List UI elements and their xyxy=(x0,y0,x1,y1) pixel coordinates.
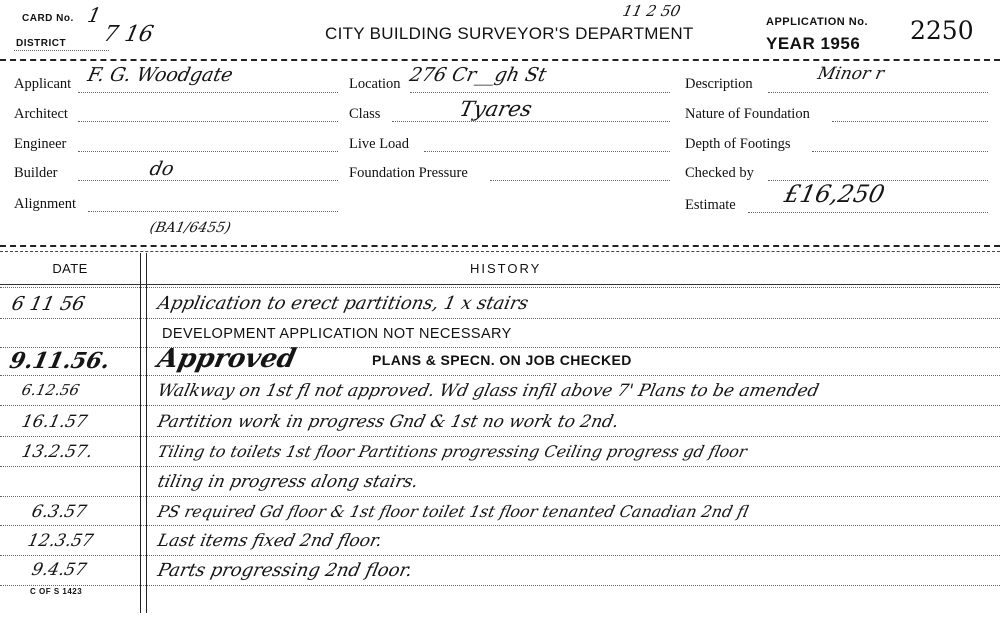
class-line xyxy=(392,121,670,122)
history-entry: Parts progressing 2nd floor. xyxy=(155,560,415,581)
location-line xyxy=(410,92,670,93)
card-no-value: 1 xyxy=(85,3,104,27)
history-header-rule xyxy=(0,284,1000,285)
history-entry: Approved xyxy=(154,344,299,374)
history-divider-2 xyxy=(0,251,1000,252)
row-line xyxy=(0,525,1000,526)
year-label: YEAR 1956 xyxy=(766,34,861,53)
form-code: C OF S 1423 xyxy=(30,587,83,596)
engineer-label: Engineer xyxy=(14,136,67,152)
district-label: DISTRICT xyxy=(16,38,67,49)
builder-label: Builder xyxy=(14,165,58,181)
location-value: 276 Cr__gh St xyxy=(407,64,549,86)
description-line xyxy=(768,92,988,93)
application-number: 2250 xyxy=(910,16,974,45)
history-divider-1 xyxy=(0,245,1000,247)
applicant-value: F. G. Woodgate xyxy=(85,64,235,86)
history-entry: Walkway on 1st fl not approved. Wd glass infil above 7' Plans to be amended xyxy=(155,381,821,401)
depth-label: Depth of Footings xyxy=(685,136,791,152)
history-entry: Tiling to toilets 1st floor Partitions progressing Ceiling progress gd floor xyxy=(155,442,749,461)
class-value: Tyares xyxy=(457,97,535,121)
description-value: Minor r xyxy=(815,64,886,84)
header-handnote: 11 2 50 xyxy=(621,2,683,20)
history-date: 16.1.57 xyxy=(19,412,90,432)
department-title: CITY BUILDING SURVEYOR'S DEPARTMENT xyxy=(325,24,694,43)
history-typed-entry: PLANS & SPECN. ON JOB CHECKED xyxy=(372,352,632,368)
row-line xyxy=(0,496,1000,497)
alignment-line xyxy=(88,211,338,212)
history-entry: Partition work in progress Gnd & 1st no work to 2nd. xyxy=(155,412,621,432)
engineer-line xyxy=(78,151,338,152)
builder-line xyxy=(78,180,338,181)
checked-label: Checked by xyxy=(685,165,754,181)
date-column-rule-2 xyxy=(146,253,147,613)
row-line xyxy=(0,466,1000,467)
row-line xyxy=(0,347,1000,348)
history-date: 9.4.57 xyxy=(29,560,89,580)
bottom-note: (BA1/6455) xyxy=(148,220,233,236)
liveload-line xyxy=(424,151,670,152)
history-entry: Last items fixed 2nd floor. xyxy=(155,531,384,551)
architect-label: Architect xyxy=(14,106,68,122)
card-no-label: CARD No. xyxy=(22,13,74,24)
row-line xyxy=(0,318,1000,319)
estimate-value: £16,250 xyxy=(782,180,888,208)
description-label: Description xyxy=(685,76,753,92)
date-column-rule xyxy=(140,253,141,613)
row-line xyxy=(0,405,1000,406)
applicant-label: Applicant xyxy=(14,76,72,92)
liveload-label: Live Load xyxy=(349,136,409,152)
history-date: 9.11.56. xyxy=(7,348,113,374)
row-line xyxy=(0,585,1000,586)
foundation-pressure-line xyxy=(490,180,670,181)
history-date: 6 11 56 xyxy=(9,293,87,315)
nature-line xyxy=(832,121,988,122)
history-header-rule-2 xyxy=(0,287,1000,288)
application-label: APPLICATION No. xyxy=(766,16,869,28)
history-entry: tiling in progress along stairs. xyxy=(155,472,420,492)
date-header: DATE xyxy=(52,261,88,276)
class-label: Class xyxy=(349,106,381,122)
history-header: HISTORY xyxy=(470,261,542,276)
row-line xyxy=(0,436,1000,437)
history-date: 6.12.56 xyxy=(20,381,82,399)
depth-line xyxy=(812,151,988,152)
district-line xyxy=(14,50,109,51)
district-value: 7 16 xyxy=(101,22,156,47)
history-entry: PS required Gd floor & 1st floor toilet 1st floor tenanted Canadian 2nd fl xyxy=(155,502,751,521)
row-line xyxy=(0,375,1000,376)
nature-label: Nature of Foundation xyxy=(685,106,810,122)
location-label: Location xyxy=(349,76,401,92)
foundation-pressure-label: Foundation Pressure xyxy=(349,165,468,181)
row-line xyxy=(0,555,1000,556)
architect-line xyxy=(78,121,338,122)
estimate-label: Estimate xyxy=(685,197,736,213)
alignment-label: Alignment xyxy=(14,196,77,212)
history-date: 12.3.57 xyxy=(25,531,96,551)
builder-value: do xyxy=(147,158,176,180)
history-date: 13.2.57. xyxy=(19,442,95,462)
history-typed-entry: DEVELOPMENT APPLICATION NOT NECESSARY xyxy=(162,326,512,342)
history-entry: Application to erect partitions, 1 x stairs xyxy=(155,293,531,314)
estimate-line xyxy=(748,212,988,213)
header-divider xyxy=(0,59,1000,61)
applicant-line xyxy=(78,92,338,93)
history-date: 6.3.57 xyxy=(29,502,89,522)
